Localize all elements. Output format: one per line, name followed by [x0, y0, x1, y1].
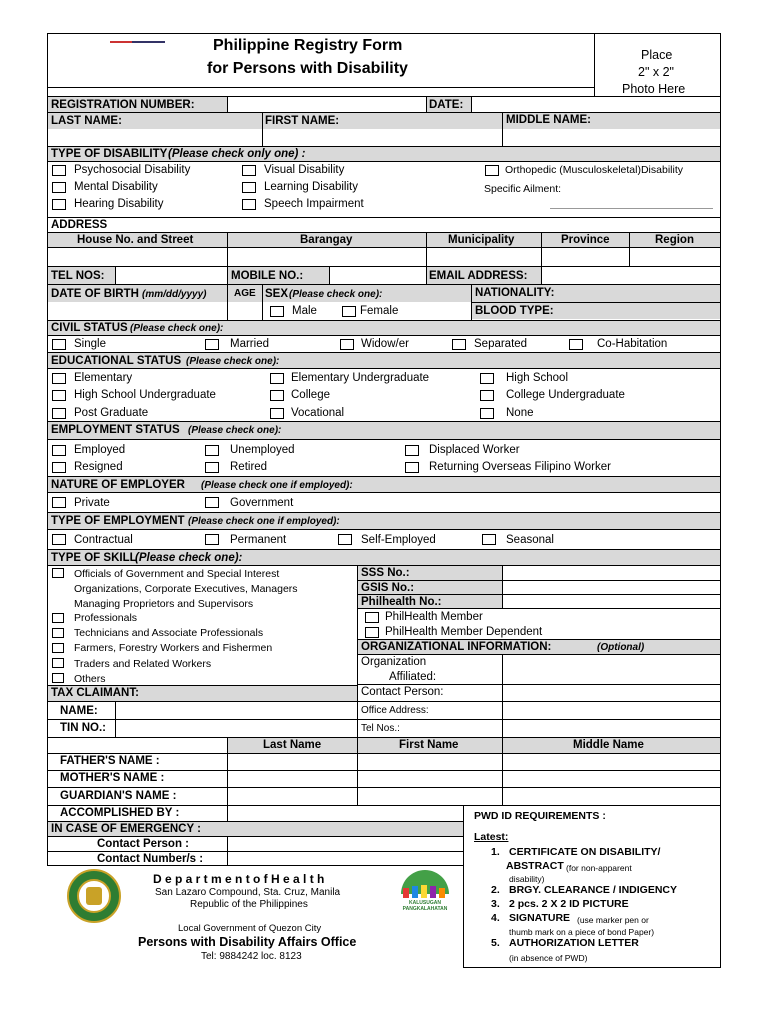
- civil-option-label: Single: [74, 338, 106, 350]
- edu-option-label: College: [291, 389, 330, 401]
- disability-section-note: (Please check only one) :: [168, 148, 306, 160]
- checkbox-skill-traders[interactable]: [52, 658, 64, 668]
- employer-nature-title: NATURE OF EMPLOYER: [51, 479, 185, 491]
- guardian-last-field[interactable]: [228, 788, 356, 805]
- civil-option-label: Married: [230, 338, 269, 350]
- requirement-number: 4.: [491, 912, 500, 924]
- checkbox-employed[interactable]: [52, 445, 66, 456]
- emergency-number-field[interactable]: [228, 852, 462, 865]
- gsis-no-field[interactable]: [503, 581, 720, 594]
- address-col-barangay: Barangay: [300, 234, 353, 246]
- skill-option-label: Others: [74, 673, 106, 685]
- checkbox-government[interactable]: [205, 497, 219, 508]
- requirements-latest: Latest:: [474, 831, 509, 843]
- municipality-field[interactable]: [427, 248, 540, 266]
- barangay-field[interactable]: [228, 248, 425, 266]
- emergency-number-label: Contact Number/s :: [97, 853, 204, 865]
- tel-nos-label: TEL NOS:: [51, 270, 105, 282]
- philhealth-no-field[interactable]: [503, 595, 720, 608]
- edu-option-label: Elementary: [74, 372, 133, 384]
- edu-option-label: Elementary Undergraduate: [291, 372, 430, 384]
- emptype-option-label: Permanent: [230, 534, 287, 546]
- doh-address: San Lazaro Compound, Sta. Cruz, Manila: [155, 887, 341, 898]
- date-field[interactable]: [472, 97, 720, 112]
- skill-option-label: Traders and Related Workers: [74, 658, 212, 670]
- address-col-municipality: Municipality: [448, 234, 515, 246]
- registration-number-field[interactable]: [228, 97, 425, 112]
- checkbox-contractual[interactable]: [52, 534, 66, 545]
- blood-type-label: BLOOD TYPE:: [475, 305, 554, 317]
- lgu-label: Local Government of Quezon City: [178, 923, 322, 934]
- checkbox-seasonal[interactable]: [482, 534, 496, 545]
- tax-name-label: NAME:: [60, 705, 98, 717]
- disability-option-label: Mental Disability: [74, 181, 158, 193]
- specific-ailment-line[interactable]: [550, 208, 713, 209]
- checkbox-college[interactable]: [270, 390, 284, 401]
- address-col-house: House No. and Street: [77, 234, 194, 246]
- requirement-1c: (for non-apparent: [566, 863, 632, 873]
- father-first-field[interactable]: [358, 754, 501, 770]
- skill-section-note: (Please check one):: [135, 552, 243, 564]
- skill-section-title: TYPE OF SKILL: [51, 552, 137, 564]
- family-col-middle: Middle Name: [573, 739, 644, 751]
- checkbox-skill-officials[interactable]: [52, 568, 64, 578]
- form-title-line2: for Persons with Disability: [207, 60, 408, 77]
- date-of-birth-label: DATE OF BIRTH: [51, 288, 139, 300]
- pwd-office-title: Persons with Disability Affairs Office: [138, 935, 357, 949]
- first-name-label: FIRST NAME:: [265, 115, 340, 127]
- checkbox-vocational[interactable]: [270, 408, 284, 419]
- checkbox-college-undergrad[interactable]: [480, 390, 494, 401]
- skill-option-label: Technicians and Associate Professionals: [74, 627, 264, 639]
- employment-status-title: EMPLOYMENT STATUS: [51, 424, 180, 436]
- checkbox-skill-farmers[interactable]: [52, 643, 64, 653]
- requirement-number: 3.: [491, 898, 500, 910]
- specific-ailment-label: Specific Ailment:: [484, 183, 562, 195]
- doh-seal-logo: [67, 869, 121, 923]
- checkbox-self-employed[interactable]: [338, 534, 352, 545]
- family-col-last: Last Name: [263, 739, 322, 751]
- mother-name-label: MOTHER'S NAME :: [60, 772, 165, 784]
- tin-no-field[interactable]: [116, 720, 356, 737]
- age-label: AGE: [234, 288, 256, 299]
- province-field[interactable]: [542, 248, 628, 266]
- checkbox-female[interactable]: [342, 306, 356, 317]
- last-name-field[interactable]: [48, 129, 261, 145]
- house-street-field[interactable]: [48, 248, 226, 266]
- mother-first-field[interactable]: [358, 771, 501, 787]
- emp-option-label: Unemployed: [230, 444, 295, 456]
- civil-status-note: (Please check one):: [130, 323, 224, 334]
- guardian-name-label: GUARDIAN'S NAME :: [60, 790, 177, 802]
- requirement-1d: disability): [509, 874, 545, 884]
- org-office-label: Office Address:: [361, 705, 429, 716]
- emptype-option-label: Contractual: [74, 534, 133, 546]
- tin-no-label: TIN NO.:: [60, 722, 106, 734]
- skill-option-label: Organizations, Corporate Executives, Managers: [74, 583, 298, 595]
- mobile-no-label: MOBILE NO.:: [231, 270, 304, 282]
- org-affiliated-label-2: Affiliated:: [389, 671, 437, 683]
- edu-option-label: Vocational: [291, 407, 345, 419]
- checkbox-learning[interactable]: [242, 182, 256, 193]
- checkbox-unemployed[interactable]: [205, 445, 219, 456]
- checkbox-speech[interactable]: [242, 199, 256, 210]
- checkbox-high-school[interactable]: [480, 373, 494, 384]
- checkbox-married[interactable]: [205, 339, 219, 350]
- form-title-line1: Philippine Registry Form: [213, 37, 403, 54]
- educational-status-title: EDUCATIONAL STATUS: [51, 355, 182, 367]
- checkbox-none[interactable]: [480, 408, 494, 419]
- requirements-title: PWD ID REQUIREMENTS :: [474, 810, 606, 822]
- female-label: Female: [360, 305, 399, 317]
- tel-nos-field[interactable]: [116, 267, 226, 284]
- skill-option-label: Managing Proprietors and Supervisors: [74, 598, 254, 610]
- emp-option-label: Returning Overseas Filipino Worker: [429, 461, 611, 473]
- sss-no-field[interactable]: [503, 566, 720, 580]
- kalusugan-logo-text: KALUSUGAN PANGKALAHATAN: [402, 900, 448, 912]
- sex-note: (Please check one):: [289, 289, 383, 300]
- requirement-number: 5.: [491, 937, 500, 949]
- sss-no-label: SSS No.:: [361, 567, 410, 579]
- date-of-birth-format: (mm/dd/yyyy): [142, 289, 207, 300]
- edu-option-label: Post Graduate: [74, 407, 149, 419]
- registration-number-label: REGISTRATION NUMBER:: [51, 99, 195, 111]
- emptype-option-label: Seasonal: [506, 534, 554, 546]
- philhealth-no-label: Philhealth No.:: [361, 596, 442, 608]
- disability-option-label: Orthopedic (Musculoskeletal)Disability: [505, 164, 683, 176]
- civil-status-title: CIVIL STATUS: [51, 322, 128, 334]
- address-col-province: Province: [561, 234, 610, 246]
- address-section-title: ADDRESS: [51, 219, 108, 231]
- employer-option-label: Private: [74, 497, 110, 509]
- father-last-field[interactable]: [228, 754, 356, 770]
- employment-status-note: (Please check one):: [188, 425, 282, 436]
- checkbox-private[interactable]: [52, 497, 66, 508]
- emp-option-label: Displaced Worker: [429, 444, 520, 456]
- emergency-person-label: Contact Person :: [97, 838, 190, 850]
- nationality-label: NATIONALITY:: [475, 287, 555, 299]
- employment-type-title: TYPE OF EMPLOYMENT: [51, 515, 185, 527]
- office-tel: Tel: 9884242 loc. 8123: [201, 951, 302, 962]
- photo-place-label: Place: [641, 48, 673, 62]
- father-name-label: FATHER'S NAME :: [60, 755, 160, 767]
- middle-name-field[interactable]: [503, 129, 720, 145]
- father-middle-field[interactable]: [503, 754, 720, 770]
- header-flag-mark: [110, 41, 165, 43]
- middle-name-label: MIDDLE NAME:: [506, 114, 591, 126]
- disability-option-label: Hearing Disability: [74, 198, 164, 210]
- checkbox-skill-others[interactable]: [52, 673, 64, 683]
- checkbox-permanent[interactable]: [205, 534, 219, 545]
- checkbox-hearing[interactable]: [52, 199, 66, 210]
- emp-option-label: Employed: [74, 444, 126, 456]
- guardian-middle-field[interactable]: [503, 788, 720, 805]
- disability-section-title: TYPE OF DISABILITY: [51, 148, 168, 160]
- org-affiliated-field[interactable]: [503, 655, 720, 684]
- male-label: Male: [292, 305, 317, 317]
- requirement-number: 1.: [491, 846, 500, 858]
- educational-status-note: (Please check one):: [186, 356, 280, 367]
- disability-option-label: Visual Disability: [264, 164, 345, 176]
- checkbox-displaced[interactable]: [405, 445, 419, 456]
- org-info-title: ORGANIZATIONAL INFORMATION:: [361, 641, 552, 653]
- edu-option-label: None: [506, 407, 534, 419]
- disability-option-label: Speech Impairment: [264, 198, 364, 210]
- mobile-no-field[interactable]: [330, 267, 425, 284]
- skill-option-label: Professionals: [74, 612, 138, 624]
- last-name-label: LAST NAME:: [51, 115, 122, 127]
- date-label: DATE:: [429, 99, 464, 111]
- checkbox-skill-professionals[interactable]: [52, 613, 64, 623]
- checkbox-resigned[interactable]: [52, 462, 66, 473]
- civil-option-label: Separated: [474, 338, 528, 350]
- checkbox-single[interactable]: [52, 339, 66, 350]
- checkbox-skill-technicians[interactable]: [52, 628, 64, 638]
- employer-nature-note: (Please check one if employed):: [201, 480, 353, 491]
- org-tel-label: Tel Nos.:: [361, 723, 400, 734]
- org-info-optional: (Optional): [597, 642, 645, 653]
- region-field[interactable]: [630, 248, 720, 266]
- checkbox-elementary[interactable]: [52, 373, 66, 384]
- photo-size-label: 2" x 2": [638, 65, 674, 79]
- org-tel-field[interactable]: [503, 720, 720, 737]
- kalusugan-logo: [397, 870, 453, 918]
- disability-option-label: Psychosocial Disability: [74, 164, 191, 176]
- org-contact-label: Contact Person:: [361, 686, 444, 698]
- requirement-number: 2.: [491, 884, 500, 896]
- requirement-5: AUTHORIZATION LETTER: [509, 937, 639, 949]
- civil-option-label: Widow/er: [361, 338, 409, 350]
- emergency-title: IN CASE OF EMERGENCY :: [51, 823, 201, 835]
- accomplished-by-label: ACCOMPLISHED BY :: [60, 807, 180, 819]
- philhealth-dependent-label: PhilHealth Member Dependent: [385, 626, 543, 638]
- checkbox-visual[interactable]: [242, 165, 256, 176]
- checkbox-orthopedic[interactable]: [485, 165, 499, 176]
- checkbox-ofw[interactable]: [405, 462, 419, 473]
- tax-claimant-title: TAX CLAIMANT:: [51, 687, 139, 699]
- gsis-no-label: GSIS No.:: [361, 582, 415, 594]
- org-office-field[interactable]: [503, 702, 720, 719]
- emp-option-label: Resigned: [74, 461, 123, 473]
- emptype-option-label: Self-Employed: [361, 534, 436, 546]
- requirement-3: 2 pcs. 2 X 2 ID PICTURE: [509, 898, 629, 910]
- checkbox-philhealth-member[interactable]: [365, 612, 379, 623]
- checkbox-post-graduate[interactable]: [52, 408, 66, 419]
- org-contact-field[interactable]: [503, 685, 720, 701]
- checkbox-elem-undergrad[interactable]: [270, 373, 284, 384]
- checkbox-widower[interactable]: [340, 339, 354, 350]
- mother-middle-field[interactable]: [503, 771, 720, 787]
- requirement-1b: ABSTRACT: [506, 860, 564, 872]
- family-col-first: First Name: [399, 739, 459, 751]
- requirement-2: BRGY. CLEARANCE / INDIGENCY: [509, 884, 678, 896]
- requirement-4a: SIGNATURE: [509, 912, 571, 924]
- doh-title: D e p a r t m e n t o f H e a l t h: [153, 872, 325, 886]
- philhealth-member-label: PhilHealth Member: [385, 611, 483, 623]
- civil-option-label: Co-Habitation: [597, 338, 668, 350]
- accomplished-by-field[interactable]: [228, 806, 462, 821]
- skill-option-label: Farmers, Forestry Workers and Fishermen: [74, 642, 273, 654]
- email-address-label: EMAIL ADDRESS:: [429, 270, 528, 282]
- emergency-person-field[interactable]: [228, 837, 462, 851]
- checkbox-hs-undergrad[interactable]: [52, 390, 66, 401]
- edu-option-label: High School: [506, 372, 569, 384]
- employment-type-note: (Please check one if employed):: [188, 516, 340, 527]
- edu-option-label: College Undergraduate: [506, 389, 625, 401]
- first-name-field[interactable]: [263, 129, 501, 145]
- address-col-region: Region: [655, 234, 694, 246]
- requirement-5b: (in absence of PWD): [509, 953, 588, 963]
- checkbox-retired[interactable]: [205, 462, 219, 473]
- requirement-4c: thumb mark on a piece of bond Paper): [509, 927, 655, 937]
- checkbox-mental[interactable]: [52, 182, 66, 193]
- sex-label: SEX: [265, 288, 289, 300]
- skill-option-label: Officials of Government and Special Interest: [74, 568, 280, 580]
- requirement-4b: (use marker pen or: [577, 915, 649, 925]
- photo-here-label: Photo Here: [622, 82, 686, 96]
- org-affiliated-label-1: Organization: [361, 656, 427, 668]
- checkbox-philhealth-dependent[interactable]: [365, 627, 379, 638]
- checkbox-cohabitation[interactable]: [569, 339, 583, 350]
- checkbox-psychosocial[interactable]: [52, 165, 66, 176]
- email-address-field[interactable]: [542, 267, 720, 284]
- checkbox-separated[interactable]: [452, 339, 466, 350]
- employer-option-label: Government: [230, 497, 294, 509]
- disability-option-label: Learning Disability: [264, 181, 358, 193]
- guardian-first-field[interactable]: [358, 788, 501, 805]
- tax-name-field[interactable]: [116, 702, 356, 719]
- requirement-1a: CERTIFICATE ON DISABILITY/: [509, 846, 661, 858]
- doh-republic: Republic of the Philippines: [190, 899, 308, 910]
- mother-last-field[interactable]: [228, 771, 356, 787]
- emp-option-label: Retired: [230, 461, 268, 473]
- edu-option-label: High School Undergraduate: [74, 389, 216, 401]
- checkbox-male[interactable]: [270, 306, 284, 317]
